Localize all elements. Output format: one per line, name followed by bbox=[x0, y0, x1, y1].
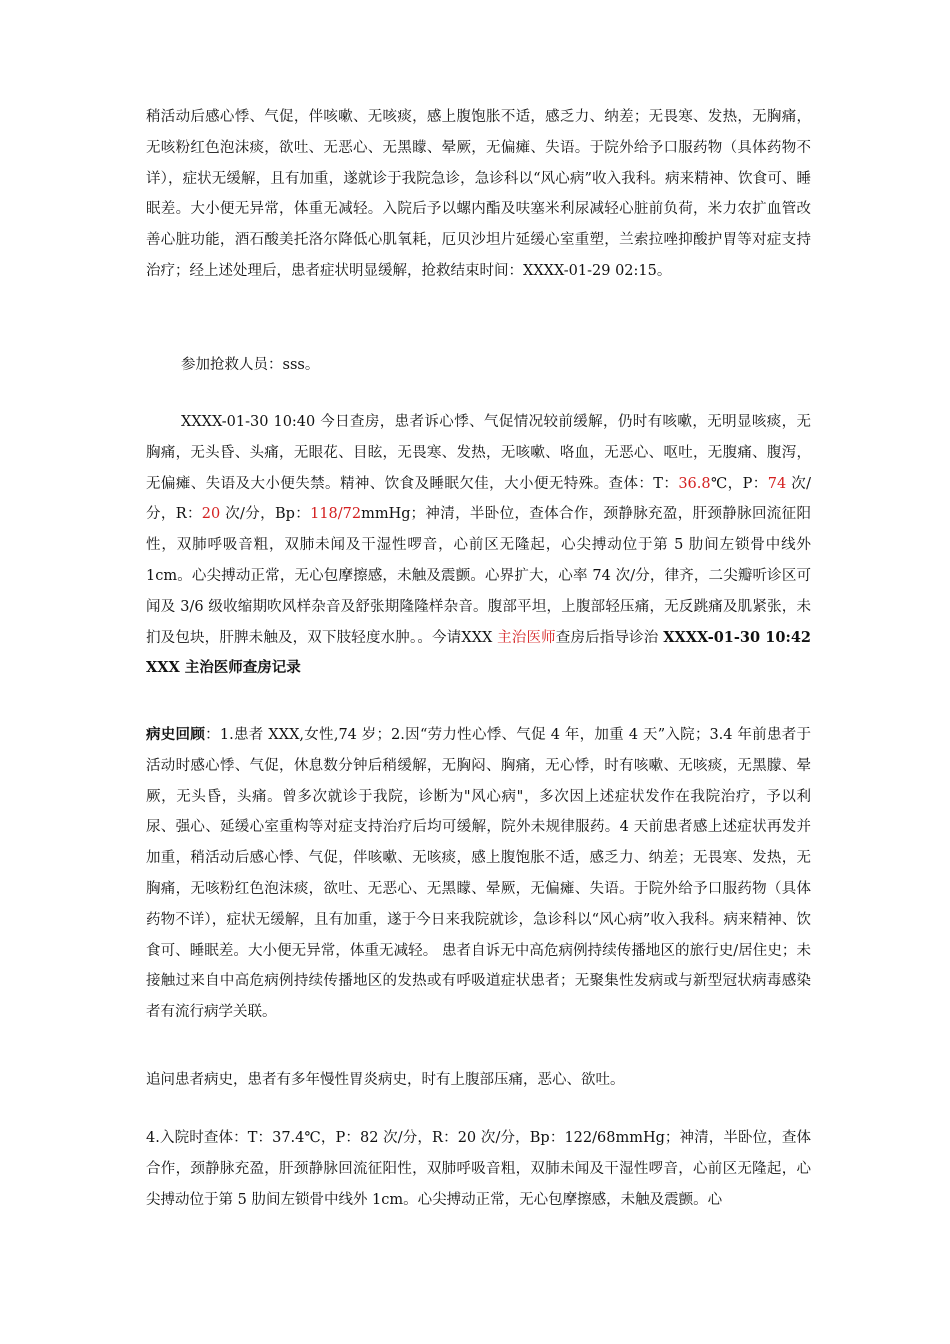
pulse-value: 74 bbox=[767, 475, 787, 492]
history-review-text bbox=[146, 720, 811, 1028]
ward-round-text-f: 查房后指导诊治 bbox=[555, 629, 664, 646]
attending-round-title: XXXX-01-30 10:42 XXX 主治医师查房记录 bbox=[146, 628, 812, 677]
rescue-staff-text: 参加抢救人员：sss。 bbox=[181, 357, 320, 373]
ward-round-text-a: XXXX-01-30 10:40 今日查房，患者诉心悸、气促情况较前缓解，仍时有咳嗽，无明显咳痰，无胸痛，无头昏、头痛，无眼花、目眩，无畏寒、发热，无咳嗽、咯血，无恶心、呕吐，无腹痛、腹泻，无偏瘫、失语及大小便失禁。精神、饮食及睡眠欠佳，大小便无特殊。查体：T： bbox=[146, 414, 811, 492]
history-review-body: ：1.患者 XXX,女性,74 岁；2.因“劳力性心悸、气促 4 年，加重 4 天”入院；3.4 年前患者于活动时感心悸、气促，休息数分钟后稍缓解，无胸闷、胸痛，无心悸，时有咳嗽、无咳痰，无黑朦、晕厥，无头昏，头痛。曾多次就诊于我院，诊断为"风心病"，多次因上述症状发作在我院治疗，予以利尿、强心、延缓心室重构等对症支持治疗后均可缓解，院外未规律服药。4 天前患者感上述症状再发并加重，稍活动后感心悸、气促，伴咳嗽、无咳痰，感上腹饱胀不适，感乏力、纳差；无畏寒、发热，无胸痛，无咳粉红色泡沫痰，欲吐、无恶心、无黑矇、晕厥，无偏瘫、失语。于院外给予口服药物（具体药物不详），症状无缓解，且有加重，遂于今日来我院就诊，急诊科以“风心病”收入我科。病来精神、饮食可、睡眠差。大小便无异常，体重无减轻。 患者自诉无中高危病例持续传播地区的旅行史/居住史；未接触过来自中高危病例持续传播地区的发热或有呼吸道症状患者；无聚集性发病或与新型冠状病毒感染者有流行病学关联。 bbox=[146, 727, 812, 1021]
history-review-label: 病史回顾 bbox=[146, 726, 206, 743]
ward-round-text-d: 次/分，Bp： bbox=[220, 506, 311, 523]
temperature-value: 36.8 bbox=[678, 475, 711, 492]
paragraph-rescue-summary bbox=[146, 102, 811, 287]
blood-pressure-value: 118/72 bbox=[310, 506, 362, 523]
rescue-summary-text: 稍活动后感心悸、气促，伴咳嗽、无咳痰，感上腹饱胀不适，感乏力、纳差；无畏寒、发热，无胸痛，无咳粉红色泡沫痰，欲吐、无恶心、无黑矇、晕厥，无偏瘫、失语。于院外给予口服药物（具体药物不详），症状无缓解，且有加重，遂就诊于我院急诊，急诊科以“风心病”收入我科。病来精神、饮食可、睡眠差。大小便无异常，体重无减轻。入院后予以螺内酯及呋塞米利尿减轻心脏前负荷，米力农扩血管改善心脏功能，酒石酸美托洛尔降低心肌氧耗，厄贝沙坦片延缓心室重塑，兰索拉唑抑酸护胃等对症支持治疗；经上述处理后，患者症状明显缓解，抢救结束时间：XXXX-01-29 02:15。 bbox=[146, 109, 811, 279]
paragraph-admission-exam bbox=[146, 1123, 811, 1215]
paragraph-further-history bbox=[146, 1065, 811, 1096]
further-history-text: 追问患者病史，患者有多年慢性胃炎病史，时有上腹部压痛，恶心、欲吐。 bbox=[146, 1072, 625, 1088]
paragraph-ward-round bbox=[146, 407, 811, 684]
admission-exam-text: 4.入院时查体：T：37.4℃，P：82 次/分，R：20 次/分，Bp：122/68mmHg；神清，半卧位，查体合作，颈静脉充盈，肝颈静脉回流征阳性，双肺呼吸音粗，双肺未闻及干湿性啰音，心前区无隆起，心尖搏动位于第 5 肋间左锁骨中线外 1cm。心尖搏动正常，无心包摩擦感，未触及震颤。心 bbox=[146, 1130, 811, 1208]
ward-round-text-c: 次/分，R： bbox=[146, 475, 812, 523]
attending-doctor-label: 主治医师 bbox=[497, 629, 556, 646]
ward-round-text-b: ℃，P： bbox=[710, 475, 768, 492]
paragraph-history-review bbox=[146, 720, 811, 1028]
paragraph-rescue-staff bbox=[146, 350, 811, 381]
ward-round-text bbox=[146, 407, 811, 684]
respiration-value: 20 bbox=[201, 506, 221, 523]
ward-round-text-e: mmHg；神清，半卧位，查体合作，颈静脉充盈，肝颈静脉回流征阳性，双肺呼吸音粗，双肺未闻及干湿性啰音，心前区无隆起，心尖搏动位于第 5 肋间左锁骨中线外 1cm。心尖搏动正常，无心包摩擦感，未触及震颤。心界扩大，心率 74 次/分，律齐，二尖瓣听诊区可闻及 3/6 级收缩期吹风样杂音及舒张期隆隆样杂音。腹部平坦，上腹部轻压痛，无反跳痛及肌紧张，未扪及包块，肝脾未触及，双下肢轻度水肿。。今请XXX bbox=[146, 506, 811, 646]
